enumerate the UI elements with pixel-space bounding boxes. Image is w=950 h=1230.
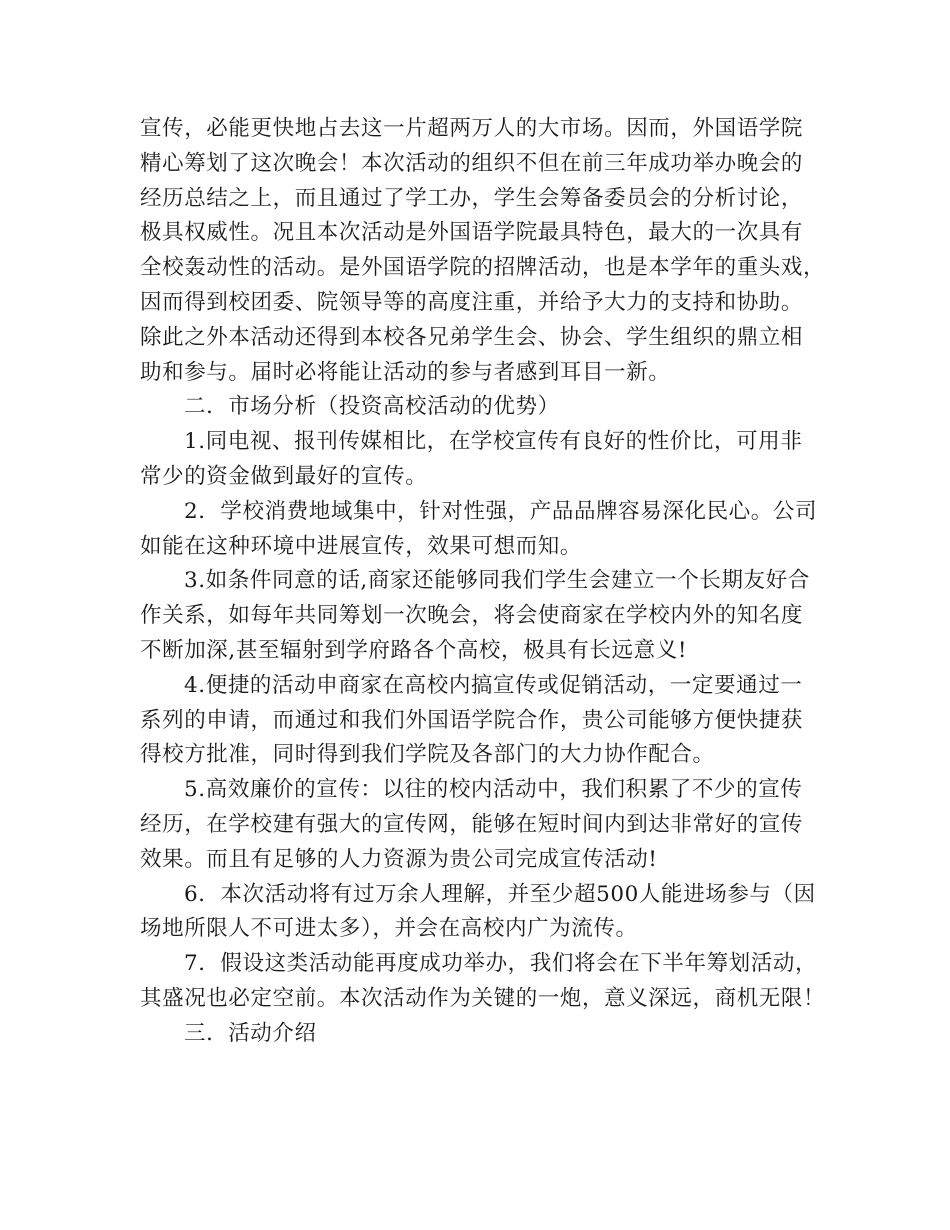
text-line: 助和参与。届时必将能让活动的参与者感到耳目一新。: [140, 359, 671, 385]
list-item-2: 2．学校消费地域集中，针对性强，产品品牌容易深化民心。公司: [184, 498, 818, 524]
text-line: 作关系，如每年共同筹划一次晚会，将会使商家在学校内外的知名度: [140, 603, 804, 629]
list-item-3: 3.如条件同意的话,商家还能够同我们学生会建立一个长期友好合: [184, 568, 810, 594]
section-heading: 二．市场分析（投资高校活动的优势）: [184, 394, 560, 420]
text-line: 经历总结之上，而且通过了学工办，学生会筹备委员会的分析讨论，: [140, 185, 804, 211]
list-item-1: 1.同电视、报刊传媒相比，在学校宣传有良好的性价比，可用非: [184, 429, 803, 455]
text-line: 效果。而且有足够的人力资源为贵公司完成宣传活动!: [140, 846, 658, 872]
text-line: 如能在这种环境中进展宣传，效果可想而知。: [140, 533, 583, 559]
text-line: 除此之外本活动还得到本校各兄弟学生会、协会、学生组织的鼎立相: [140, 324, 804, 350]
text-line: 场地所限人不可进太多），并会在高校内广为流传。: [140, 916, 638, 942]
text-line: 其盛况也必定空前。本次活动作为关键的一炮，意义深远，商机无限！: [140, 985, 826, 1011]
text-line: 常少的资金做到最好的宣传。: [140, 463, 428, 489]
text-line: 经历，在学校建有强大的宣传网，能够在短时间内到达非常好的宣传: [140, 811, 804, 837]
text-line: 得校方批准，同时得到我们学院及各部门的大力协作配合。: [140, 742, 715, 768]
list-item-7: 7．假设这类活动能再度成功举办，我们将会在下半年筹划活动，: [184, 951, 818, 977]
text-line: 系列的申请，而通过和我们外国语学院合作，贵公司能够方便快捷获: [140, 707, 804, 733]
list-item-4: 4.便捷的活动申商家在高校内搞宣传或促销活动，一定要通过一: [184, 672, 803, 698]
text-line: 宣传，必能更快地占去这一片超两万人的大市场。因而，外国语学院: [140, 116, 804, 141]
document-page: [140, 112, 826, 1052]
text-line: 极具权威性。况且本次活动是外国语学院最具特色，最大的一次具有: [140, 220, 804, 246]
text-line: 全校轰动性的活动。是外国语学院的招牌活动，也是本学年的重头戏，: [140, 255, 826, 281]
text-line: 因而得到校团委、院领导等的高度注重，并给予大力的支持和协助。: [140, 289, 804, 315]
list-item-6: 6．本次活动将有过万余人理解，并至少超500人能进场参与（因: [184, 881, 816, 907]
section-heading: 三．活动介绍: [184, 1020, 317, 1046]
text-line: 精心筹划了这次晚会！本次活动的组织不但在前三年成功举办晚会的: [140, 150, 804, 176]
text-line: 不断加深,甚至辐射到学府路各个高校，极具有长远意义!: [140, 637, 688, 663]
list-item-5: 5.高效廉价的宣传：以往的校内活动中，我们积累了不少的宣传: [184, 777, 803, 803]
